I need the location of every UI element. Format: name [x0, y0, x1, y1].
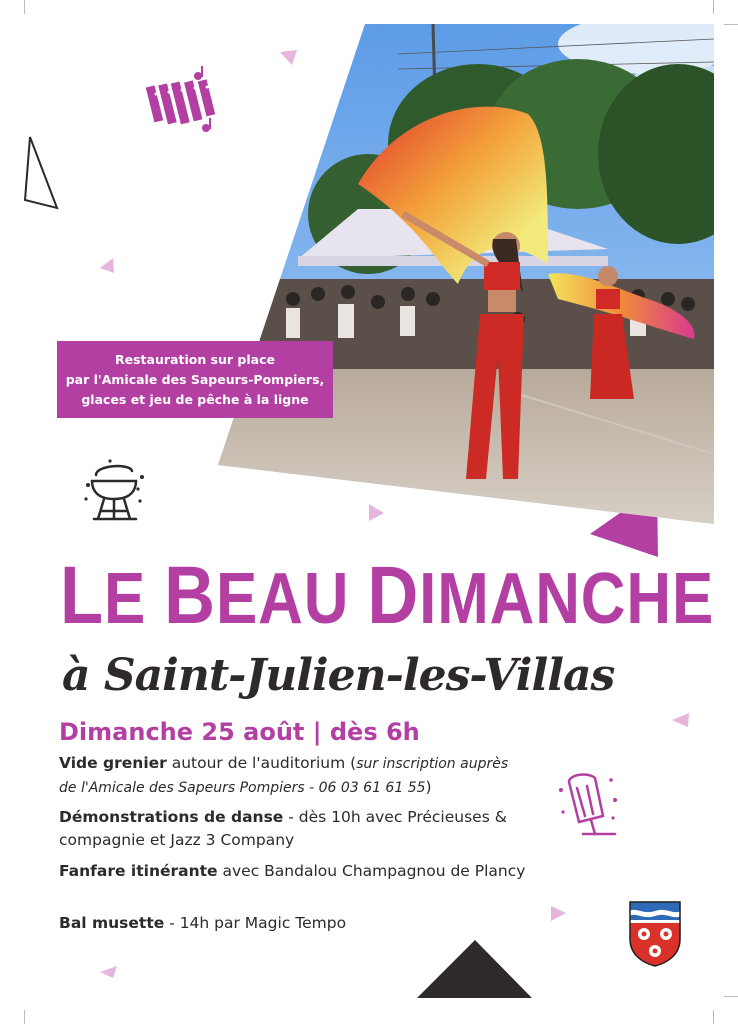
catering-banner — [57, 341, 333, 418]
small-triangle — [100, 258, 114, 273]
event-detail: avec Bandalou Champagnou de Plancy — [217, 862, 526, 880]
event-detail: ) — [425, 778, 432, 796]
event-name: Fanfare itinérante — [59, 862, 218, 880]
title-initial: B — [164, 550, 216, 641]
event-detail: - dès 10h avec Précieuses & compagnie et Jazz 3 Company — [59, 808, 507, 849]
event-name: Démonstrations de danse — [59, 808, 284, 826]
event-name: Bal musette — [59, 914, 165, 932]
title-initial: L — [60, 550, 104, 641]
dark-triangle — [417, 940, 532, 998]
page-subtitle: à Saint-Julien-les-Villas — [62, 650, 615, 701]
banner-line: Restauration sur place — [115, 351, 275, 367]
event-detail: - 14h par Magic Tempo — [164, 914, 347, 932]
title-rest: EAU — [215, 559, 368, 639]
outline-triangle — [25, 137, 57, 208]
event-item — [59, 860, 529, 883]
town-crest-logo — [629, 901, 681, 967]
small-triangle — [551, 906, 566, 921]
event-date: Dimanche 25 août | dès 6h — [59, 718, 420, 746]
ice-cream-icon — [555, 770, 625, 842]
dance-photo — [218, 24, 714, 524]
banner-line: par l'Amicale des Sapeurs-Pompiers, — [65, 371, 325, 387]
title-initial: D — [367, 550, 420, 641]
event-item — [59, 806, 529, 852]
banner-line: glaces et jeu de pêche à la ligne — [81, 391, 309, 407]
small-triangle — [100, 966, 117, 978]
xylophone-icon — [146, 66, 221, 141]
event-item — [59, 752, 529, 800]
page-title — [60, 550, 715, 641]
event-item — [59, 912, 529, 935]
title-rest: E — [103, 559, 165, 639]
small-triangle — [672, 713, 689, 727]
event-note: sur inscription auprès de l'Amicale des Sapeurs Pompiers - 06 03 61 61 55 — [59, 756, 509, 796]
event-name: Vide grenier — [59, 754, 167, 772]
barbecue-icon — [80, 455, 150, 525]
event-detail: autour de l'auditorium ( — [166, 754, 357, 772]
title-rest: IMANCHE — [419, 559, 715, 639]
